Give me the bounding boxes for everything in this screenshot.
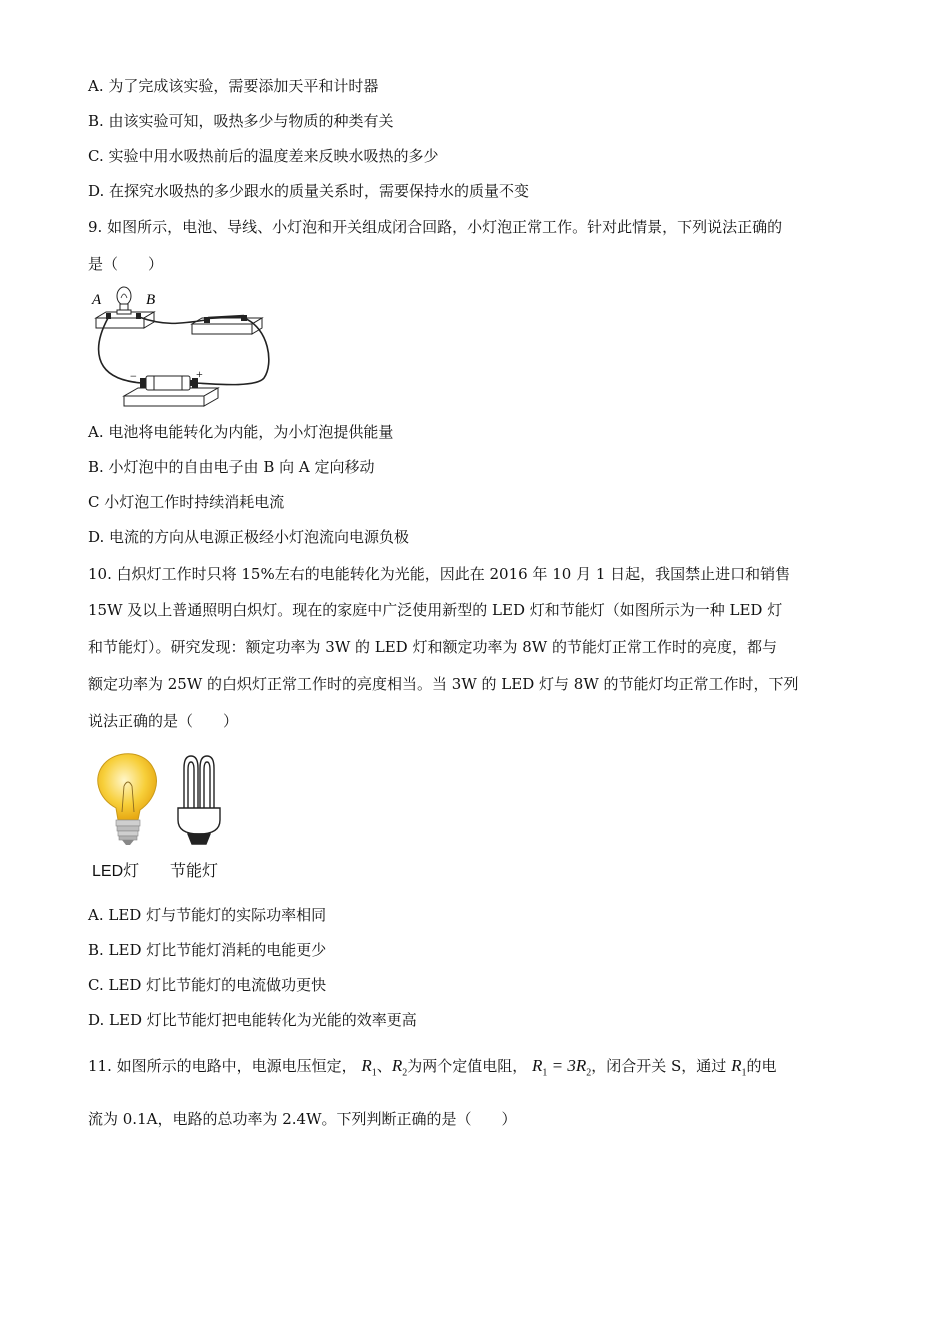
circuit-figure: [84, 284, 284, 414]
q9-stem-line1: 9. 如图所示，电池、导线、小灯泡和开关组成闭合回路，小灯泡正常工作。针对此情景，下列说法正确的: [88, 218, 783, 236]
q11-stem-line1: [88, 1056, 777, 1083]
q11-text-part3: ，闭合开关 S，通过: [591, 1057, 727, 1075]
q8-option-d: D. 在探究水吸热的多少跟水的质量关系时，需要保持水的质量不变: [88, 182, 530, 200]
label-b: B: [146, 292, 156, 308]
q10-option-a: A. LED 灯与节能灯的实际功率相同: [88, 906, 327, 924]
q10-option-b: B. LED 灯比节能灯消耗的电能更少: [88, 941, 327, 959]
battery-icon: [140, 376, 198, 390]
q9-option-a: A. 电池将电能转化为内能，为小灯泡提供能量: [88, 423, 394, 441]
label-a: A: [92, 292, 102, 308]
q9-option-c: C 小灯泡工作时持续消耗电流: [88, 493, 285, 511]
cfl-lamp-caption: 节能灯: [170, 863, 219, 880]
r1-symbol-2: $R_1$: [731, 1056, 747, 1079]
q11-text-part1: 11. 如图所示的电路中，电源电压恒定，: [88, 1057, 357, 1075]
q11-separator: 、: [376, 1057, 392, 1075]
q9-option-d: D. 电流的方向从电源正极经小灯泡流向电源负极: [88, 528, 410, 546]
q11-text-part2: 为两个定值电阻，: [407, 1057, 528, 1075]
r2-symbol: $R_2$: [391, 1056, 408, 1079]
q8-option-b: B. 由该实验可知，吸热多少与物质的种类有关: [88, 112, 394, 130]
q10-stem-line3: 和节能灯）。研究发现：额定功率为 3W 的 LED 灯和额定功率为 8W 的节能灯正常工作时的亮度，都与: [88, 638, 777, 656]
q10-option-c: C. LED 灯比节能灯的电流做功更快: [88, 976, 327, 994]
q10-stem-line1: 10. 白炽灯工作时只将 15%左右的电能转化为光能，因此在 2016 年 10 月 1 日起，我国禁止进口和销售: [88, 565, 791, 583]
q9-stem-line2: 是（ ）: [88, 255, 164, 273]
q10-option-d: D. LED 灯比节能灯把电能转化为光能的效率更高: [88, 1011, 417, 1029]
r1-symbol: $R_1$: [361, 1056, 377, 1079]
q10-stem-line2: 15W 及以上普通照明白炽灯。现在的家庭中广泛使用新型的 LED 灯和节能灯（如图所示为一种 LED 灯: [88, 601, 783, 619]
q10-stem-line4: 额定功率为 25W 的白炽灯正常工作时的亮度相当。当 3W 的 LED 灯与 8W 的节能灯均正常工作时，下列: [88, 675, 799, 693]
label-plus: +: [196, 367, 203, 381]
lamp-bulb-icon: [117, 287, 131, 314]
q8-option-a: A. 为了完成该实验，需要添加天平和计时器: [88, 77, 379, 95]
q8-option-c: C. 实验中用水吸热前后的温度差来反映水吸热的多少: [88, 147, 439, 165]
switch-board: [192, 315, 262, 334]
led-bulb-icon: [98, 754, 157, 845]
q10-stem-line5: 说法正确的是（ ）: [88, 712, 239, 730]
battery-board: [124, 388, 218, 406]
led-lamp-caption: LED灯: [92, 863, 140, 880]
cfl-bulb-icon: [178, 756, 220, 844]
q11-stem-line2: 流为 0.1A，电路的总功率为 2.4W。下列判断正确的是（ ）: [88, 1110, 517, 1128]
label-minus: −: [130, 369, 137, 383]
q9-option-b: B. 小灯泡中的自由电子由 B 向 A 定向移动: [88, 458, 375, 476]
q11-text-part4: 的电: [746, 1057, 777, 1075]
resistance-equation: $R_1 = 3R_2$: [532, 1056, 592, 1079]
